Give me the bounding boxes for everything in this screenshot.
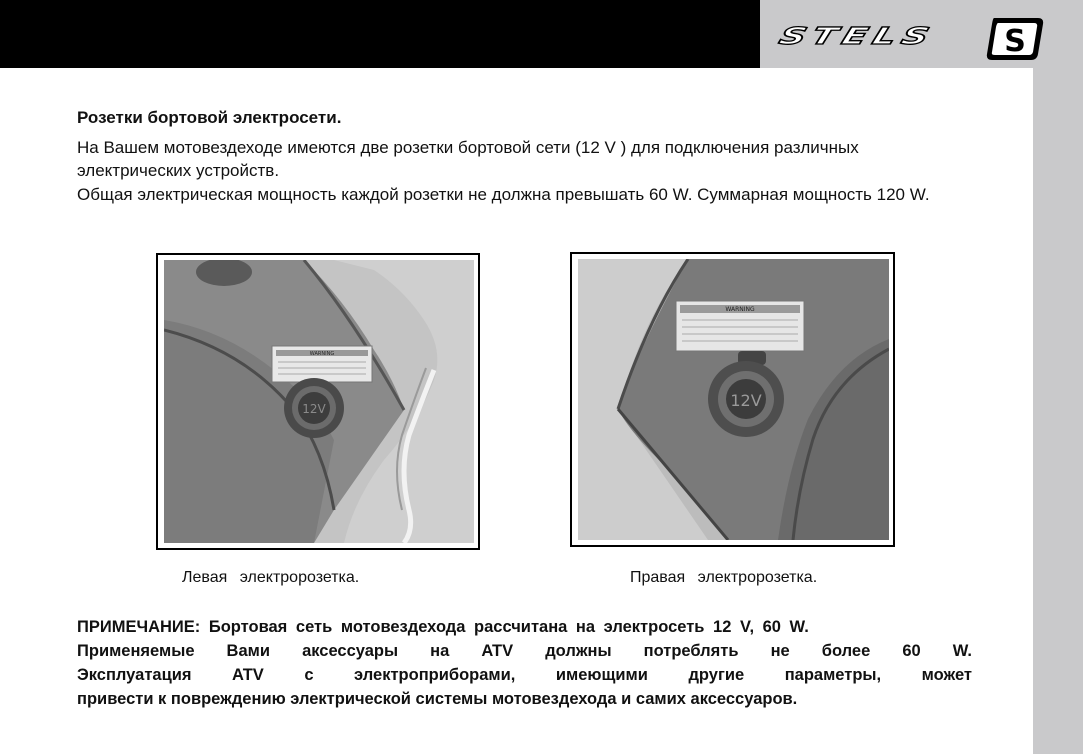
note-line-1: ПРИМЕЧАНИЕ: Бортовая сеть мотовездехода рассчитана на электросеть 12 V, 60 W. xyxy=(77,618,809,636)
right-socket-image xyxy=(578,259,889,540)
svg-text:WARNING: WARNING xyxy=(309,351,335,357)
header-bar xyxy=(0,0,760,68)
caption-left: Левая электророзетка. xyxy=(182,569,360,586)
note-line-2: Применяемые Вами аксессуары на ATV должны потреблять не более 60 W. xyxy=(77,642,972,660)
svg-text:WARNING: WARNING xyxy=(725,306,755,313)
note-block xyxy=(77,615,972,711)
left-socket-label: 12V xyxy=(302,402,326,416)
paragraph-sockets: На Вашем мотовездеходе имеются две розетки бортовой сети (12 V ) для подключения различных электрических устройств. xyxy=(77,138,859,180)
section-heading: Розетки бортовой электросети. xyxy=(77,108,342,127)
note-line-4: привести к повреждению электрической системы мотовездехода и самих аксессуаров. xyxy=(77,690,798,708)
logo-badge-letter: S xyxy=(1004,24,1026,59)
right-socket-label: 12V xyxy=(730,391,762,410)
logo-wordmark: STELS xyxy=(775,23,939,50)
note-line-3: Эксплуатация ATV с электроприборами, имеющими другие параметры, может xyxy=(77,666,972,684)
caption-right: Правая электророзетка. xyxy=(630,569,818,586)
stels-logo xyxy=(775,14,1060,62)
logo-badge-icon xyxy=(986,14,1046,62)
left-socket-image xyxy=(164,260,474,543)
photo-right-socket xyxy=(570,252,895,547)
photo-left-socket xyxy=(156,253,480,550)
side-strip xyxy=(1033,68,1083,754)
paragraph-power: Общая электрическая мощность каждой розетки не должна превышать 60 W. Суммарная мощность 120 W. xyxy=(77,185,930,204)
